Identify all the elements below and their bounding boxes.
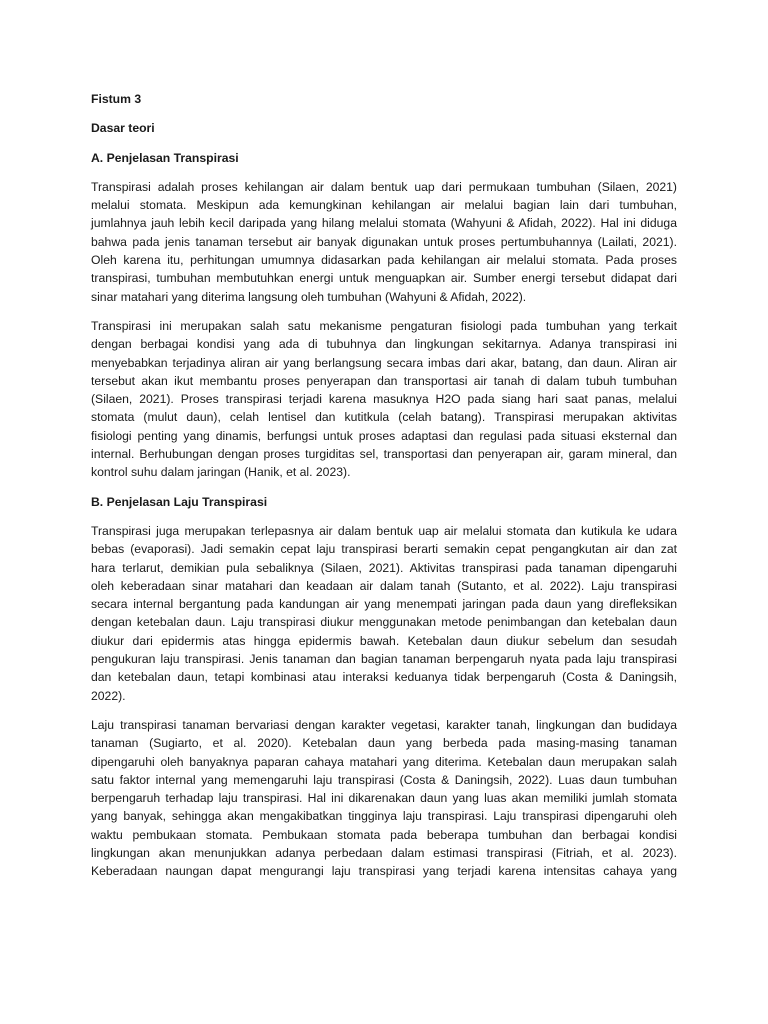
paragraph-line: yang banyak, sehingga akan mengakibatkan tingginya laju transpirasi. Laju transpirasi dipengaruhi oleh [91,809,677,824]
section-a [91,149,677,482]
paragraph-line: (Silaen, 2021). Proses transpirasi terjadi karena masuknya H2O pada siang hari saat panas, melalui [91,392,677,407]
paragraph [91,178,677,306]
paragraph-line: tersebut akan ikut membantu proses penyerapan dan transportasi air tanah di dalam tubuh tumbuhan [91,373,677,388]
document-subtitle: Dasar teori [91,121,155,136]
paragraph-line: satu faktor internal yang memengaruhi laju transpirasi (Costa & Daningsih, 2022). Luas daun tumbuhan [91,772,677,787]
paragraph [91,317,677,482]
paragraph-line: transpirasi, tumbuhan membutuhkan energi untuk menguapkan air. Sumber energi tersebut didapat dari [91,271,677,286]
paragraph-line: dengan ketebalan daun. Laju transpirasi diukur menggunakan metode penimbangan dan ketebalan daun [91,615,677,630]
paragraph-line: lingkungan akan menunjukkan adanya perbedaan dalam estimasi transpirasi (Fitriah, et al. 2023). [91,845,677,860]
paragraph-line: bahwa pada jenis tanaman tersebut air banyak digunakan untuk proses pertumbuhannya (Lailati, 2021). [91,234,677,249]
paragraph-line: menyebabkan terjadinya aliran air yang berlangsung secara imbas dari akar, batang, dan daun. Aliran air [91,355,677,370]
document-page [91,90,677,892]
paragraph-line: secara internal bergantung pada kandungan air yang menempati jaringan pada daun yang direfleksikan [91,597,677,612]
paragraph-line: bebas (evaporasi). Jadi semakin cepat laju transpirasi berarti semakin cepat pengangkutan air dan zat [91,542,677,557]
paragraph-line: stomata (mulut daun), celah lentisel dan kutitkula (celah batang). Transpirasi merupakan aktivitas [91,410,677,425]
paragraph-line: 2022). [91,688,126,703]
paragraph-line: fisiologi penting yang dinamis, berfungsi untuk proses adaptasi dan regulasi pada situasi eksternal dan [91,428,677,443]
section-heading: A. Penjelasan Transpirasi [91,150,239,165]
paragraph-line: Transpirasi juga merupakan terlepasnya air dalam bentuk uap air melalui stomata dan kutikula ke udara [91,523,677,538]
section-heading: B. Penjelasan Laju Transpirasi [91,494,268,509]
paragraph-line: dan ketebalan daun, tetapi kombinasi atau interaksi keduanya tidak berpengaruh (Costa & Daningsih, [91,670,677,685]
paragraph-line: waktu pembukaan stomata. Pembukaan stomata pada beberapa tumbuhan dan berbagai kondisi [91,827,677,842]
paragraph-line: melalui stomata. Meskipun ada kemungkinan kehilangan air melalui bagian lain dari tumbuhan, [91,198,677,213]
paragraph-line: Keberadaan naungan dapat mengurangi laju transpirasi yang terjadi karena intensitas cahaya yang [91,864,677,879]
paragraph-line: oleh keberadaan sinar matahari dan keadaan air dalam tanah (Sutanto, et al. 2022). Laju transpirasi [91,578,677,593]
document-title: Fistum 3 [91,92,142,106]
paragraph [91,716,677,881]
paragraph-line: dipengaruhi oleh banyaknya paparan cahaya matahari yang diterima. Ketebalan daun merupakan salah [91,754,677,769]
paragraph-line: Transpirasi ini merupakan salah satu mekanisme pengaturan fisiologi pada tumbuhan yang terkait [91,318,677,333]
section-b [91,493,677,881]
paragraph-line: Laju transpirasi tanaman bervariasi dengan karakter vegetasi, karakter tanah, lingkungan dan budidaya [91,717,677,732]
paragraph-line: hara terlarut, demikian pula sebaliknya (Silaen, 2021). Aktivitas transpirasi pada tanaman dipengaruhi [91,560,677,575]
paragraph-line: dengan berbagai kondisi yang ada di tubuhnya dan lingkungan sekitarnya. Adanya transpirasi ini [91,337,677,352]
paragraph-line: diukur dari epidermis atas hingga epidermis bawah. Ketebalan daun diukur sebelum dan sesudah [91,633,677,648]
paragraph [91,522,677,705]
paragraph-line: kontrol suhu dalam jaringan (Hanik, et al. 2023). [91,465,351,480]
paragraph-line: Transpirasi adalah proses kehilangan air dalam bentuk uap dari permukaan tumbuhan (Silaen, 2021) [91,179,677,194]
paragraph-line: pengukuran laju transpirasi. Jenis tanaman dan bagian tanaman berpengaruh nyata pada laju transpirasi [91,652,677,667]
paragraph-line: tanaman (Sugiarto, et al. 2020). Ketebalan daun yang berbeda pada masing-masing tanaman [91,736,677,751]
paragraph-line: sinar matahari yang diterima langsung oleh tumbuhan (Wahyuni & Afidah, 2022). [91,289,527,304]
paragraph-line: jumlahnya jauh lebih kecil daripada yang hilang melalui stomata (Wahyuni & Afidah, 2022). Hal ini diduga [91,216,677,231]
paragraph-line: berpengaruh terhadap laju transpirasi. Hal ini dikarenakan daun yang luas akan memiliki jumlah stomata [91,791,677,806]
paragraph-line: Oleh karena itu, perhitungan umumnya didasarkan pada kehilangan air melalui stomata. Pada proses [91,253,677,268]
paragraph-line: internal. Berhubungan dengan proses turgiditas sel, transportasi dan penyerapan air, garam mineral, dan [91,447,677,462]
